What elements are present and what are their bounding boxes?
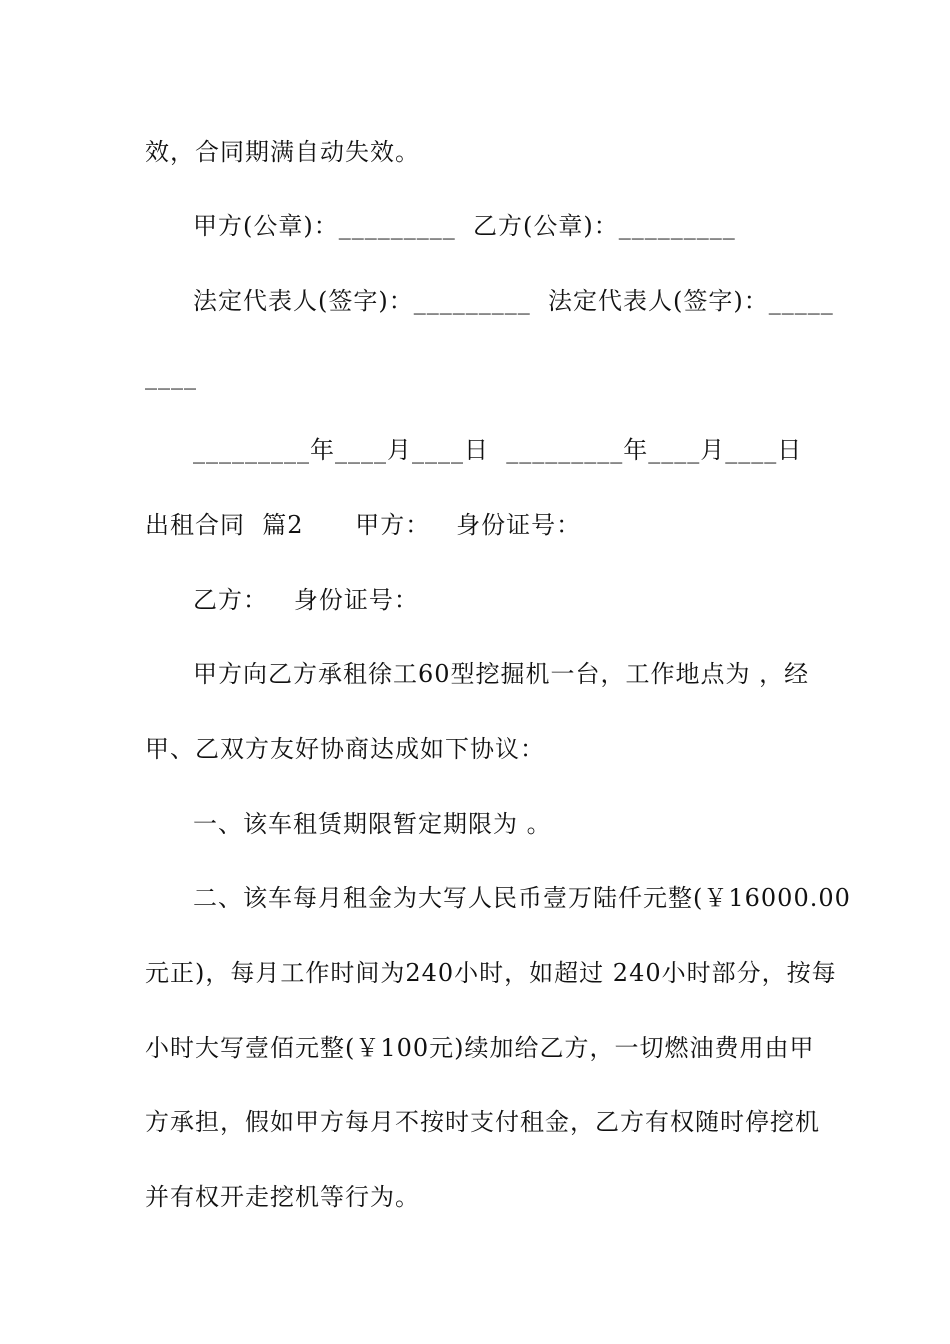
legal-representative-line: 法定代表人(签字)：_________ 法定代表人(签字)：_____ (193, 287, 834, 315)
paragraph-line: 甲方向乙方承租徐工60型挖掘机一台，工作地点为 ，经 (193, 660, 810, 688)
paragraph-line: 小时大写壹佰元整(￥100元)续加给乙方，一切燃油费用由甲 (145, 1034, 815, 1062)
clause-two: 二、该车每月租金为大写人民币壹万陆仟元整(￥16000.00 (193, 884, 851, 912)
paragraph-line: 方承担，假如甲方每月不按时支付租金，乙方有权随时停挖机 (145, 1108, 820, 1136)
party-a-seal-line: 甲方(公章)：_________ 乙方(公章)：_________ (193, 212, 736, 240)
clause-one: 一、该车租赁期限暂定期限为 。 (193, 810, 552, 838)
paragraph-line: 元正)，每月工作时间为240小时，如超过 240小时部分，按每 (145, 959, 837, 987)
party-b-line: 乙方： 身份证号： (193, 586, 419, 614)
paragraph-line: 并有权开走挖机等行为。 (145, 1183, 420, 1211)
date-line: _________年____月____日 _________年____月____日 (193, 436, 803, 464)
paragraph-line: 效，合同期满自动失效。 (145, 138, 420, 166)
paragraph-line: 甲、乙双方友好协商达成如下协议： (145, 735, 545, 763)
paragraph-line: ____ (145, 362, 197, 390)
contract-heading-line: 出租合同 篇2 甲方： 身份证号： (145, 511, 582, 539)
